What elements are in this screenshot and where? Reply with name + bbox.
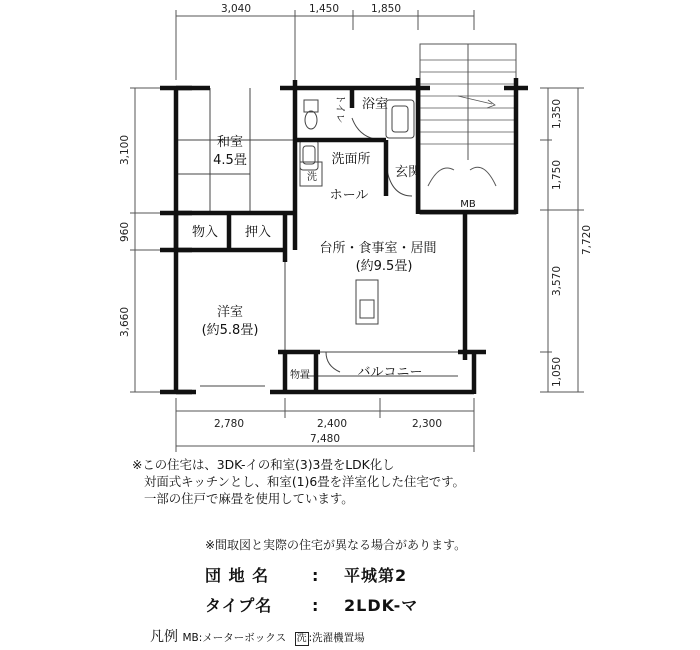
note-line-2: 対面式キッチンとし、和室(1)6畳を洋室化した住宅です。 — [144, 474, 465, 489]
legend — [150, 626, 365, 646]
dim-top-3: 1,850 — [370, 3, 402, 15]
type-row — [205, 593, 418, 616]
dim-right-2: 1,750 — [551, 159, 563, 191]
estate-row — [205, 563, 407, 586]
room-genkan: 玄関 — [394, 165, 422, 180]
dim-bottom-2: 2,400 — [316, 418, 348, 430]
room-youshitsu-size: (約5.8畳) — [201, 323, 259, 338]
washer-mark: 洗 — [307, 172, 317, 183]
legend-wash-mark: 洗 — [296, 633, 307, 644]
room-hall: ホール — [329, 188, 369, 203]
note-line-1: ※この住宅は、3DK-イの和室(3)3畳をLDK化し — [132, 457, 395, 472]
room-mb: MB — [460, 199, 476, 210]
room-washitsu-name: 和室 — [216, 135, 244, 150]
interior-lines — [176, 88, 458, 386]
room-washitsu-size: 4.5畳 — [213, 153, 247, 168]
stairwell — [420, 44, 516, 214]
legend-title: 凡例 — [150, 629, 178, 645]
dim-left-1: 3,100 — [119, 134, 131, 166]
dim-top-2: 1,450 — [308, 3, 340, 15]
dim-right-total: 7,720 — [581, 224, 593, 256]
dim-right-3: 3,570 — [551, 265, 563, 297]
dim-right-4: 1,050 — [551, 356, 563, 388]
note-line-3: 一部の住戸で麻畳を使用しています。 — [144, 491, 354, 506]
dim-bottom-3: 2,300 — [411, 418, 443, 430]
legend-mb: MB:メーターボックス — [182, 632, 287, 644]
room-youshitsu-name: 洋室 — [216, 305, 244, 320]
type-colon: : — [312, 596, 320, 615]
room-ldk-size: (約9.5畳) — [355, 259, 413, 274]
disclaimer: ※間取図と実際の住宅が異なる場合があります。 — [205, 538, 467, 552]
dim-left-2: 960 — [119, 221, 131, 243]
room-ldk-name: 台所・食事室・居間 — [319, 241, 437, 256]
type-value: 2LDK-マ — [344, 596, 419, 615]
room-oshiire: 押入 — [244, 225, 272, 240]
notes — [132, 456, 465, 507]
dim-right-1: 1,350 — [551, 98, 563, 130]
dim-bottom-total: 7,480 — [309, 433, 341, 445]
room-monoire: 物入 — [191, 225, 219, 240]
dim-left-3: 3,660 — [119, 306, 131, 338]
room-washroom: 洗面所 — [331, 152, 371, 167]
estate-colon: : — [312, 566, 320, 585]
room-toilet: トイレ — [334, 94, 345, 124]
estate-label: 団 地 名 — [205, 566, 270, 585]
dim-bottom-1: 2,780 — [213, 418, 245, 430]
dim-top-1: 3,040 — [220, 3, 252, 15]
type-label: タイプ名 — [205, 596, 273, 615]
room-storage: 物置 — [290, 370, 310, 381]
legend-wash-text: :洗濯機置場 — [308, 632, 365, 644]
room-balcony: バルコニー — [357, 365, 423, 380]
estate-value: 平城第2 — [344, 566, 408, 585]
room-bath: 浴室 — [361, 97, 389, 112]
